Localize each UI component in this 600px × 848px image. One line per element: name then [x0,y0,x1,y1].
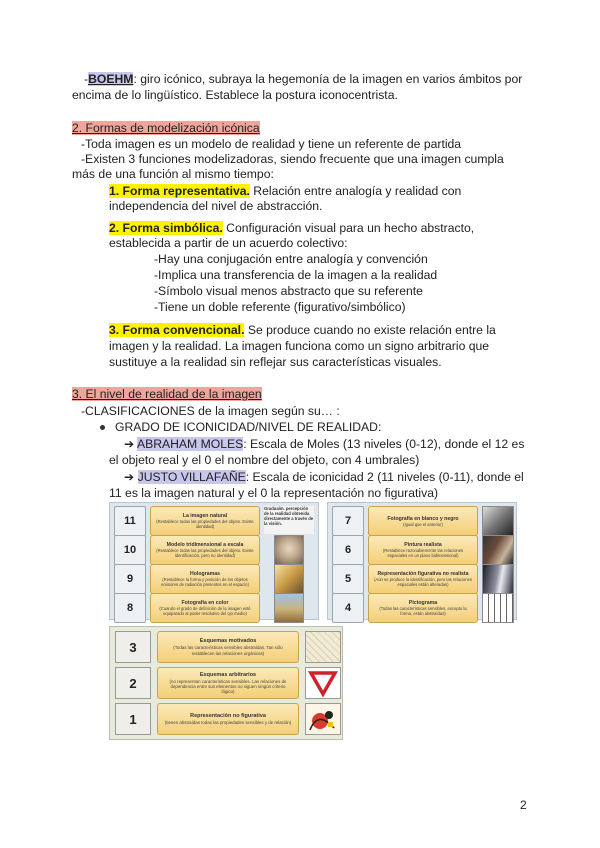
moles-name: ABRAHAM MOLES [136,437,244,451]
section-2-line-3: más de una función al mismo tiempo: [72,167,274,181]
villafane-text: : Escala de iconicidad 2 (11 niveles (0-11), donde el [245,470,524,484]
moles-text: : Escala de Moles (13 niveles (0-12), donde el 12 es [243,437,525,451]
forma-simbolica-label: 2. Forma simbólica. [109,221,223,235]
forma-representativa-text: Relación entre analogía y realidad con [249,184,462,198]
scale-title: Pintura realista [404,542,442,548]
scale-box [157,631,299,663]
scale-desc: (no representan características sensibles. Las relaciones de dependencia entre sus elementos no siguen ningún criterio lógico) [169,678,287,695]
painting-thumbnail [482,535,514,565]
scale-box [157,667,299,699]
forma-convencional-text: Se produce cuando no existe relación entre la [244,323,496,337]
iconicity-scale-bottom [109,626,343,740]
section-3-heading-text: 3. El nivel de realidad de la imagen [72,387,262,401]
boehm-line-1 [84,72,522,87]
section-3-heading [72,387,262,402]
scale-title: Pictograma [408,600,438,606]
villafane-line [124,470,524,485]
page-number: 2 [520,798,527,812]
scale-box [150,506,260,536]
scale-box [368,593,478,623]
moles-line [124,437,524,452]
scale-number: 11 [114,506,146,536]
scale-number: 5 [332,564,364,594]
scale-number: 2 [115,667,151,699]
scale-desc: (tienen abstraídas todas las propiedades sensibles y de relación) [164,719,292,725]
bust-thumbnail [274,535,304,565]
boehm-line-2: encima de lo lingüístico. Establece la postura iconocentrista. [72,88,398,102]
scale-box [368,535,478,565]
abstract-art-thumbnail [305,703,341,735]
section-3-line-1: -CLASIFICACIONES de la imagen según su… : [81,404,340,418]
scale-title: Esquemas motivados [199,638,257,645]
simbolica-item: -Implica una transferencia de la imagen a la realidad [154,268,438,282]
moles-line-2: el objeto real y el 0 el nombre del objeto, con 4 umbrales) [109,453,420,467]
hologram-thumbnail [274,564,304,594]
bullet-dot-icon [100,425,105,430]
scale-number: 7 [332,506,364,536]
scale-box [157,703,299,735]
pictogram-thumbnail [482,593,514,623]
scale-number: 10 [114,535,146,565]
villafane-name: JUSTO VILLAFAÑE [137,470,246,484]
scale-desc: (Restablece la forma y posición de los objetos emisores de radiación presentes en el espacio) [161,577,249,587]
scale-desc: (Restablece razonablemente las relaciones espaciales en un plano bidimensional) [382,548,464,558]
color-photo-thumbnail [274,593,304,623]
forma-representativa-label: 1. Forma representativa. [109,184,250,198]
iconicity-scale-left [109,502,319,620]
scale-number: 1 [115,703,151,735]
dash: - [84,72,89,86]
bullet-text: GRADO DE ICONICIDAD/NIVEL DE REALIDAD: [115,420,382,434]
simbolica-item: -Hay una conjugación entre analogía y convención [154,252,428,266]
scale-title: Representación figurativa no realista [377,571,469,577]
bw-photo-thumbnail [482,506,514,536]
scale-number: 4 [332,593,364,623]
iconicity-scale-right [327,502,517,620]
yield-sign-icon [306,668,340,698]
villafane-line-2: 11 es la imagen natural y el 0 la representación no figurativa) [109,486,439,500]
scale-desc: (Restablece todas las propiedades del objeto. Existe identificación, pero no identidad) [156,548,254,558]
abstract-art-icon [306,704,340,734]
scale-desc: (Aún se produce la identificación, pero las relaciones espaciales están alteradas) [374,577,472,587]
forma-convencional-line-2: imagen y la realidad. La imagen funciona como un signo arbitrario que [109,339,490,353]
forma-simbolica-line-2: establecida a partir de un acuerdo colectivo: [109,236,348,250]
scale-note: Gradualm. percepción de la realidad obtenida directamente a través de la visión. [264,506,314,534]
forma-convencional [109,323,496,338]
scale-box [150,564,260,594]
scale-number: 6 [332,535,364,565]
scale-number: 3 [115,631,151,663]
forma-representativa [109,184,461,199]
scale-desc: (Restablece todas las propiedades del objeto. Existe identidad) [156,519,254,529]
arrow-right-icon: ➔ [124,470,135,484]
forma-convencional-line-3: sustituye a la realidad sin reflejar sus características visuales. [109,355,442,369]
forma-simbolica [109,221,474,236]
scale-title: Hologramas [190,571,220,577]
simbolica-item: -Símbolo visual menos abstracto que su referente [154,284,423,298]
forma-representativa-line-2: independencia del nivel de abstracción. [109,199,323,213]
yield-sign-thumbnail [305,667,341,699]
section-2-line-1: -Toda imagen es un modelo de realidad y tiene un referente de partida [81,137,462,151]
scale-box [368,506,478,536]
scale-desc: (Todas las características sensibles, excepto la forma, están abstraídas) [379,606,467,616]
arrow-right-icon: ➔ [124,437,135,451]
scale-number: 9 [114,564,146,594]
forma-convencional-label: 3. Forma convencional. [109,323,245,337]
scale-title: Representación no figurativa [190,712,266,719]
scale-title: Fotografía en blanco y negro [387,515,459,522]
boehm-text: : giro icónico, subraya la hegemonía de la imagen en varios ámbitos por [133,72,523,86]
scale-box [368,564,478,594]
map-thumbnail [305,631,341,663]
boehm-name: BOEHM [88,72,134,86]
scale-box [150,535,260,565]
scale-desc: (Cuando el grado de definición de la imagen esté equiparado al poder resolutivo del ojo medio) [159,606,251,616]
scale-desc: (Todas las características sensibles abstraídas. Tan sólo restablecen las relaciones orgánicas) [173,645,283,656]
scale-title: Esquemas arbitrarios [199,671,257,678]
section-2-line-2: -Existen 3 funciones modelizadoras, siendo frecuente que una imagen cumpla [81,152,504,166]
section-2-heading [72,121,260,136]
scale-title: La imagen natural [182,513,228,519]
scale-title: Modelo tridimensional a escala [166,542,244,548]
nonrealist-thumbnail [482,564,514,594]
scale-number: 8 [114,593,146,623]
scale-title: Fotografía en color [181,600,229,606]
scale-box [150,593,260,623]
forma-simbolica-text: Configuración visual para un hecho abstracto, [222,221,475,235]
bullet-iconicidad [100,420,381,435]
simbolica-item: -Tiene un doble referente (figurativo/simbólico) [154,300,406,314]
scale-desc: (Igual que el anterior) [403,521,443,527]
section-2-heading-text: 2. Formas de modelización icónica [72,121,260,135]
